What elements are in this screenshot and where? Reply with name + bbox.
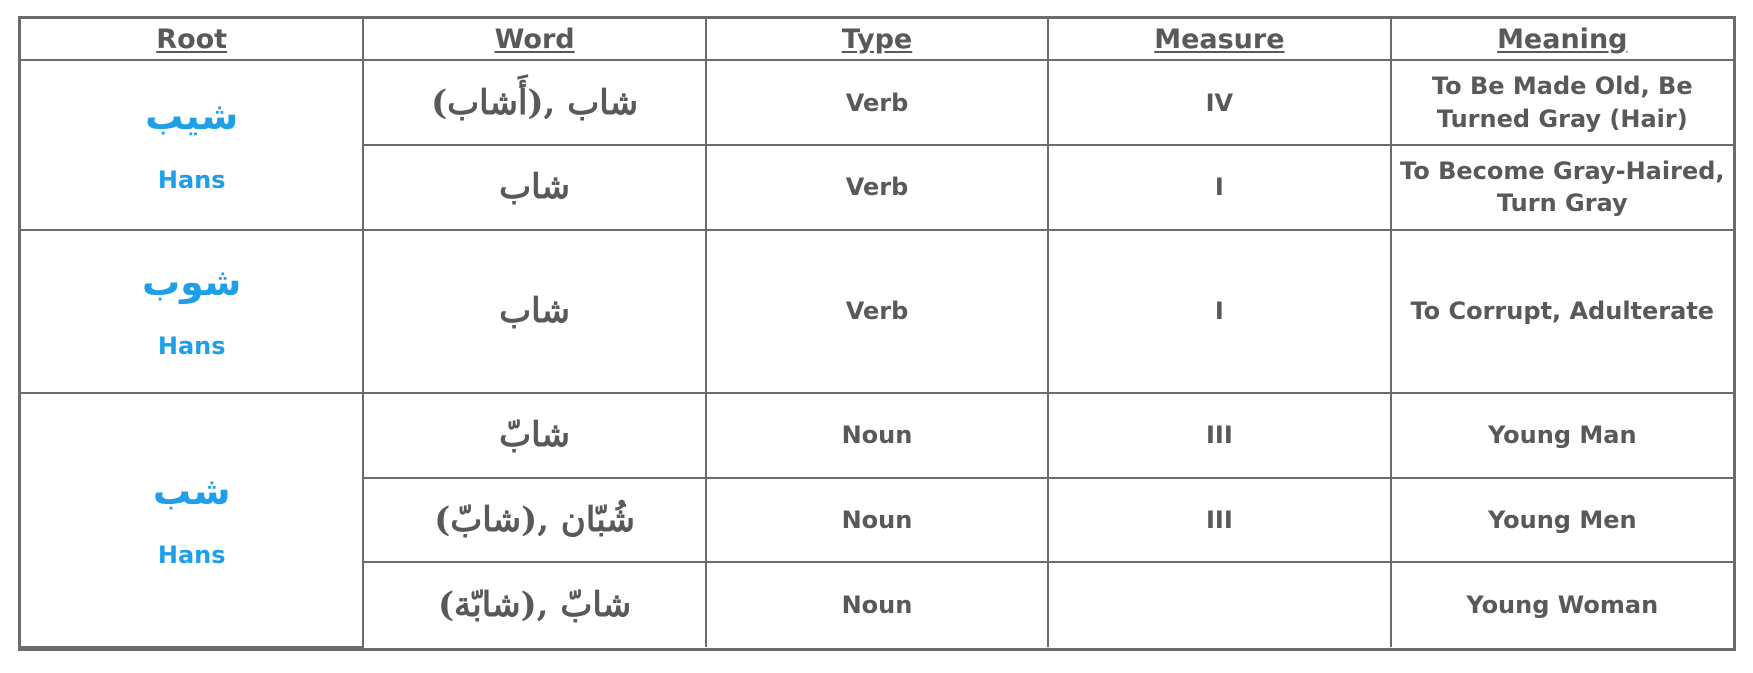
table-row bbox=[21, 393, 1733, 478]
type-cell: Verb bbox=[706, 230, 1048, 393]
root-arabic: شيب bbox=[145, 94, 239, 139]
measure-cell: III bbox=[1048, 478, 1390, 563]
word-cell: شابّ bbox=[363, 393, 705, 478]
word-cell: شاب bbox=[363, 145, 705, 230]
table-row bbox=[21, 230, 1733, 393]
root-source-link[interactable]: Hans bbox=[157, 332, 226, 361]
measure-cell: I bbox=[1048, 145, 1390, 230]
type-cell: Noun bbox=[706, 393, 1048, 478]
header-meaning: Meaning bbox=[1391, 19, 1733, 60]
root-cell bbox=[21, 393, 363, 647]
meaning-cell: Young Man bbox=[1391, 393, 1733, 478]
meaning-cell: To Be Made Old, Be Turned Gray (Hair) bbox=[1391, 60, 1733, 145]
vocabulary-table-container bbox=[18, 16, 1736, 651]
word-cell: شاب bbox=[363, 230, 705, 393]
word-cell: شُبّان ,(شابّ) bbox=[363, 478, 705, 563]
type-cell: Verb bbox=[706, 145, 1048, 230]
type-cell: Noun bbox=[706, 562, 1048, 647]
word-cell: شاب ,(أَشاب) bbox=[363, 60, 705, 145]
measure-cell: I bbox=[1048, 230, 1390, 393]
vocabulary-table bbox=[21, 19, 1733, 648]
type-cell: Verb bbox=[706, 60, 1048, 145]
root-arabic: شب bbox=[152, 469, 231, 514]
measure-cell: IV bbox=[1048, 60, 1390, 145]
header-word: Word bbox=[363, 19, 705, 60]
meaning-cell: To Become Gray-Haired, Turn Gray bbox=[1391, 145, 1733, 230]
root-source-link[interactable]: Hans bbox=[157, 165, 226, 194]
header-root: Root bbox=[21, 19, 363, 60]
root-cell bbox=[21, 60, 363, 229]
type-cell: Noun bbox=[706, 478, 1048, 563]
measure-cell: III bbox=[1048, 393, 1390, 478]
header-measure: Measure bbox=[1048, 19, 1390, 60]
word-cell: شابّ ,(شابّة) bbox=[363, 562, 705, 647]
header-type: Type bbox=[706, 19, 1048, 60]
root-cell bbox=[21, 230, 363, 393]
meaning-cell: Young Men bbox=[1391, 478, 1733, 563]
root-arabic: شوب bbox=[142, 260, 242, 305]
meaning-cell: Young Woman bbox=[1391, 562, 1733, 647]
measure-cell bbox=[1048, 562, 1390, 647]
table-row bbox=[21, 60, 1733, 145]
meaning-cell: To Corrupt, Adulterate bbox=[1391, 230, 1733, 393]
root-source-link[interactable]: Hans bbox=[157, 540, 226, 569]
table-header-row bbox=[21, 19, 1733, 60]
